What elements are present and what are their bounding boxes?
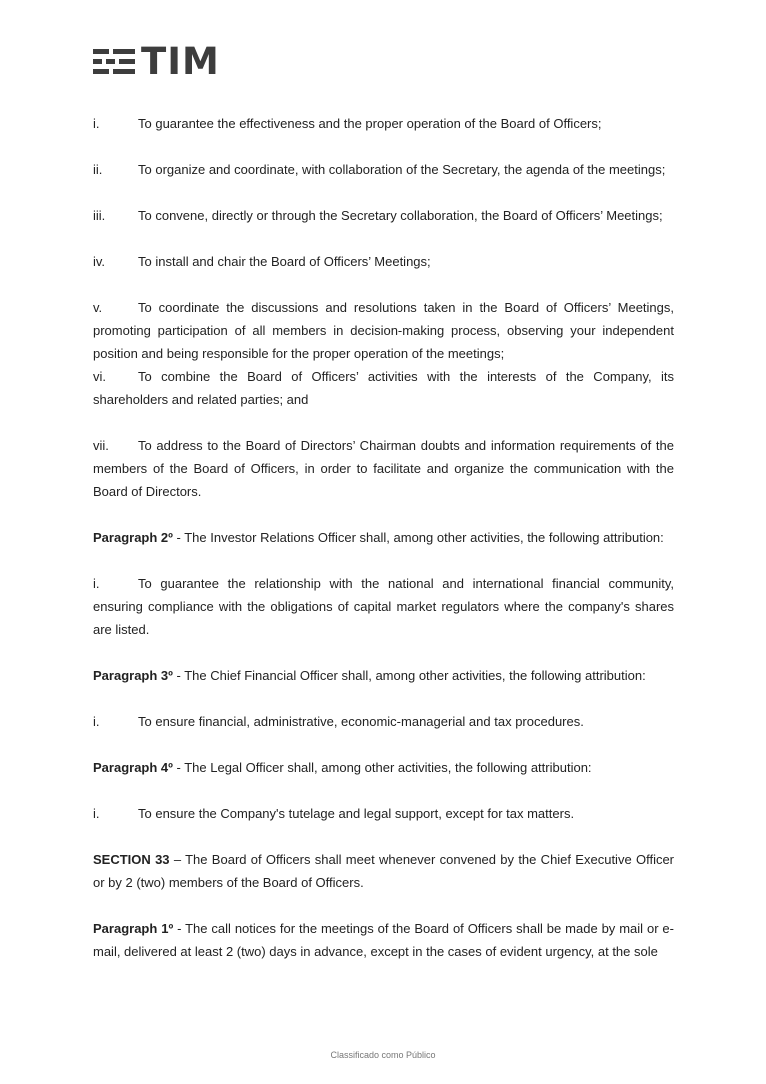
tim-logo-mark-icon (93, 47, 135, 77)
item-text: To guarantee the relationship with the national and international financial community, ensuring compliance with the obligations of capital market regulators where the company's shares are listed. (93, 576, 674, 637)
item-text: To address to the Board of Directors’ Chairman doubts and information requirements of the members of the Board of Officers, in order to facilitate and organize the communication with the Board of Directors. (93, 438, 674, 499)
paragraph-4-heading (93, 756, 674, 779)
item-text: To organize and coordinate, with collaboration of the Secretary, the agenda of the meetings; (138, 162, 666, 177)
tim-logo (93, 40, 220, 83)
item-marker: iii. (93, 208, 106, 223)
section-text: – The Board of Officers shall meet whenever convened by the Chief Executive Officer or by 2 (two) members of the Board of Officers. (93, 852, 675, 890)
list-item (93, 710, 674, 733)
document-body (93, 112, 674, 963)
paragraph-text: - The call notices for the meetings of the Board of Officers shall be made by mail or e-mail, delivered at least 2 (two) days in advance, except in the cases of evident urgency, at the sole (93, 921, 674, 959)
paragraph-text: - The Legal Officer shall, among other activities, the following attribution: (172, 760, 592, 775)
item-marker: i. (93, 806, 100, 821)
paragraph-label: Paragraph 4º (93, 760, 173, 775)
list-item (93, 365, 674, 411)
item-marker: v. (93, 300, 103, 315)
list-item (93, 158, 674, 181)
list-item (93, 572, 674, 641)
item-text: To combine the Board of Officers’ activities with the interests of the Company, its shareholders and related parties; and (93, 369, 674, 407)
paragraph-2-heading (93, 526, 674, 549)
item-text: To guarantee the effectiveness and the proper operation of the Board of Officers; (138, 116, 602, 131)
classification-footer: Classificado como Público (330, 1050, 436, 1060)
item-text: To ensure financial, administrative, economic-managerial and tax procedures. (138, 714, 584, 729)
section-33 (93, 848, 674, 894)
item-marker: i. (93, 576, 100, 591)
paragraph-3-heading (93, 664, 674, 687)
tim-logo-text: TIM (141, 40, 220, 83)
paragraph-label: Paragraph 2º (93, 530, 173, 545)
list-item (93, 204, 674, 227)
item-text: To ensure the Company's tutelage and legal support, except for tax matters. (138, 806, 575, 821)
item-marker: vi. (93, 369, 106, 384)
item-marker: ii. (93, 162, 103, 177)
item-text: To install and chair the Board of Officers’ Meetings; (138, 254, 431, 269)
item-marker: vii. (93, 438, 109, 453)
list-item (93, 112, 674, 135)
list-item (93, 250, 674, 273)
item-marker: i. (93, 714, 100, 729)
item-marker: i. (93, 116, 100, 131)
item-marker: iv. (93, 254, 106, 269)
list-item (93, 296, 674, 365)
list-item (93, 434, 674, 503)
item-text: To convene, directly or through the Secretary collaboration, the Board of Officers’ Meetings; (138, 208, 663, 223)
paragraph-label: Paragraph 3º (93, 668, 173, 683)
list-item (93, 802, 674, 825)
section-label: SECTION 33 (93, 852, 170, 867)
paragraph-label: Paragraph 1º (93, 921, 174, 936)
paragraph-text: - The Chief Financial Officer shall, among other activities, the following attribution: (172, 668, 646, 683)
item-text: To coordinate the discussions and resolutions taken in the Board of Officers’ Meetings, promoting participation of all members in decision-making process, observing your independent position and being responsible for the proper operation of the meetings; (93, 300, 674, 361)
paragraph-1-heading (93, 917, 674, 963)
paragraph-text: - The Investor Relations Officer shall, among other activities, the following attribution: (172, 530, 664, 545)
